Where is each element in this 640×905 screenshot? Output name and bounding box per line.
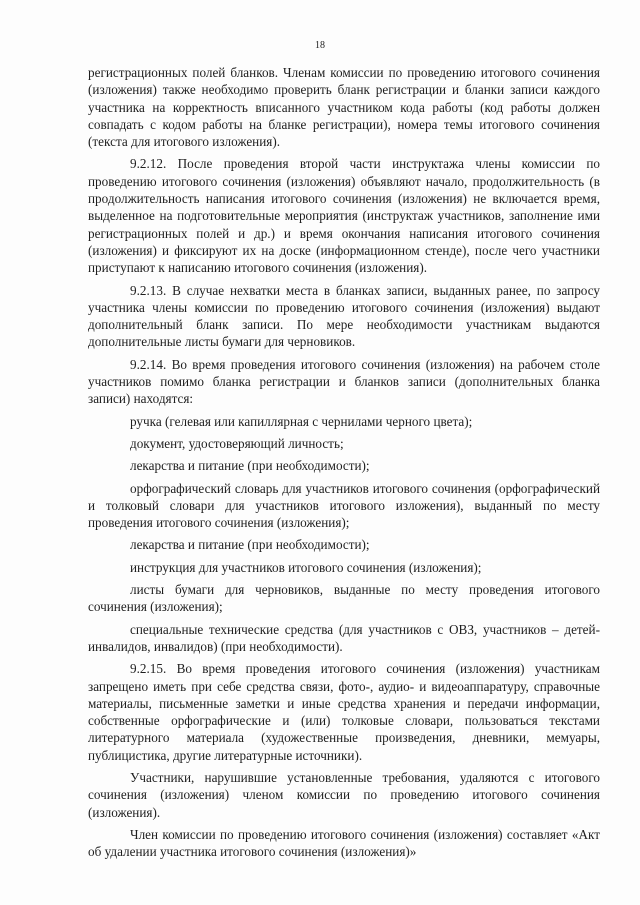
paragraph-9-2-13: 9.2.13. В случае нехватки места в бланках записи, выданных ранее, по запросу участника члены комиссии по проведению итогового сочинения (изложения) выдают дополнительный бланк записи. По мере необходимости участникам выдаются дополнительные листы бумаги для черновиков. bbox=[88, 282, 600, 350]
list-item: лекарства и питание (при необходимости); bbox=[130, 537, 370, 553]
list-item: ручка (гелевая или капиллярная с чернилами черного цвета); bbox=[130, 413, 473, 429]
paragraph-9-2-12: 9.2.12. После проведения второй части инструктажа члены комиссии по проведению итогового сочинения (изложения) объявляют начало, продолжительность (в продолжительность написания итогового сочинения (изложения) не включается время, выделенное на подготовительные мероприятия (инструктаж участников, заполнение ими регистрационных полей и др.) и время окончания написания итогового сочинения (изложения) и фиксируют их на доске (информационном стенде), после чего участники приступают к написанию итогового сочинения (изложения). bbox=[88, 156, 600, 276]
document-body bbox=[88, 64, 600, 860]
list-item: лекарства и питание (при необходимости); bbox=[130, 458, 370, 474]
list-item: инструкция для участников итогового сочинения (изложения); bbox=[130, 559, 482, 575]
list-item: специальные технические средства (для участников с ОВЗ, участников – детей-инвалидов, инвалидов) (при необходимости). bbox=[88, 621, 600, 654]
paragraph-9-2-14: 9.2.14. Во время проведения итогового сочинения (изложения) на рабочем столе участников помимо бланка регистрации и бланков записи (дополнительных бланка записи) находятся: bbox=[88, 356, 600, 407]
paragraph-continuation: регистрационных полей бланков. Членам комиссии по проведению итогового сочинения (изложения) также необходимо проверить бланк регистрации и бланки записи каждого участника на корректность вписанного участником кода работы (код работы должен совпадать с кодом работы на бланке регистрации), номера темы итогового сочинения (текста для итогового изложения). bbox=[88, 65, 600, 150]
paragraph-9-2-15: 9.2.15. Во время проведения итогового сочинения (изложения) участникам запрещено иметь при себе средства связи, фото-, аудио- и видеоаппаратуру, справочные материалы, письменные заметки и иные средства хранения и передачи информации, собственные орфографические и (или) толковые словари, пользоваться текстами литературного материала (художественные произведения, дневники, мемуары, публицистика, другие литературные источники). bbox=[88, 661, 600, 763]
list-item: листы бумаги для черновиков, выданные по месту проведения итогового сочинения (изложения); bbox=[88, 582, 600, 615]
desk-items-list bbox=[88, 413, 600, 656]
list-item: документ, удостоверяющий личность; bbox=[130, 435, 344, 451]
paragraph-removal: Участники, нарушившие установленные требования, удаляются с итогового сочинения (изложения) членом комиссии по проведению итогового сочинения (изложения). bbox=[88, 769, 600, 820]
paragraph-removal-act: Член комиссии по проведению итогового сочинения (изложения) составляет «Акт об удалении участника итогового сочинения (изложения)» bbox=[88, 826, 600, 860]
page-number: 18 bbox=[315, 40, 325, 51]
list-item: орфографический словарь для участников итогового сочинения (орфографический и толковый словари для участников итогового изложения), выданный по месту проведения итогового сочинения (изложения); bbox=[88, 480, 600, 531]
